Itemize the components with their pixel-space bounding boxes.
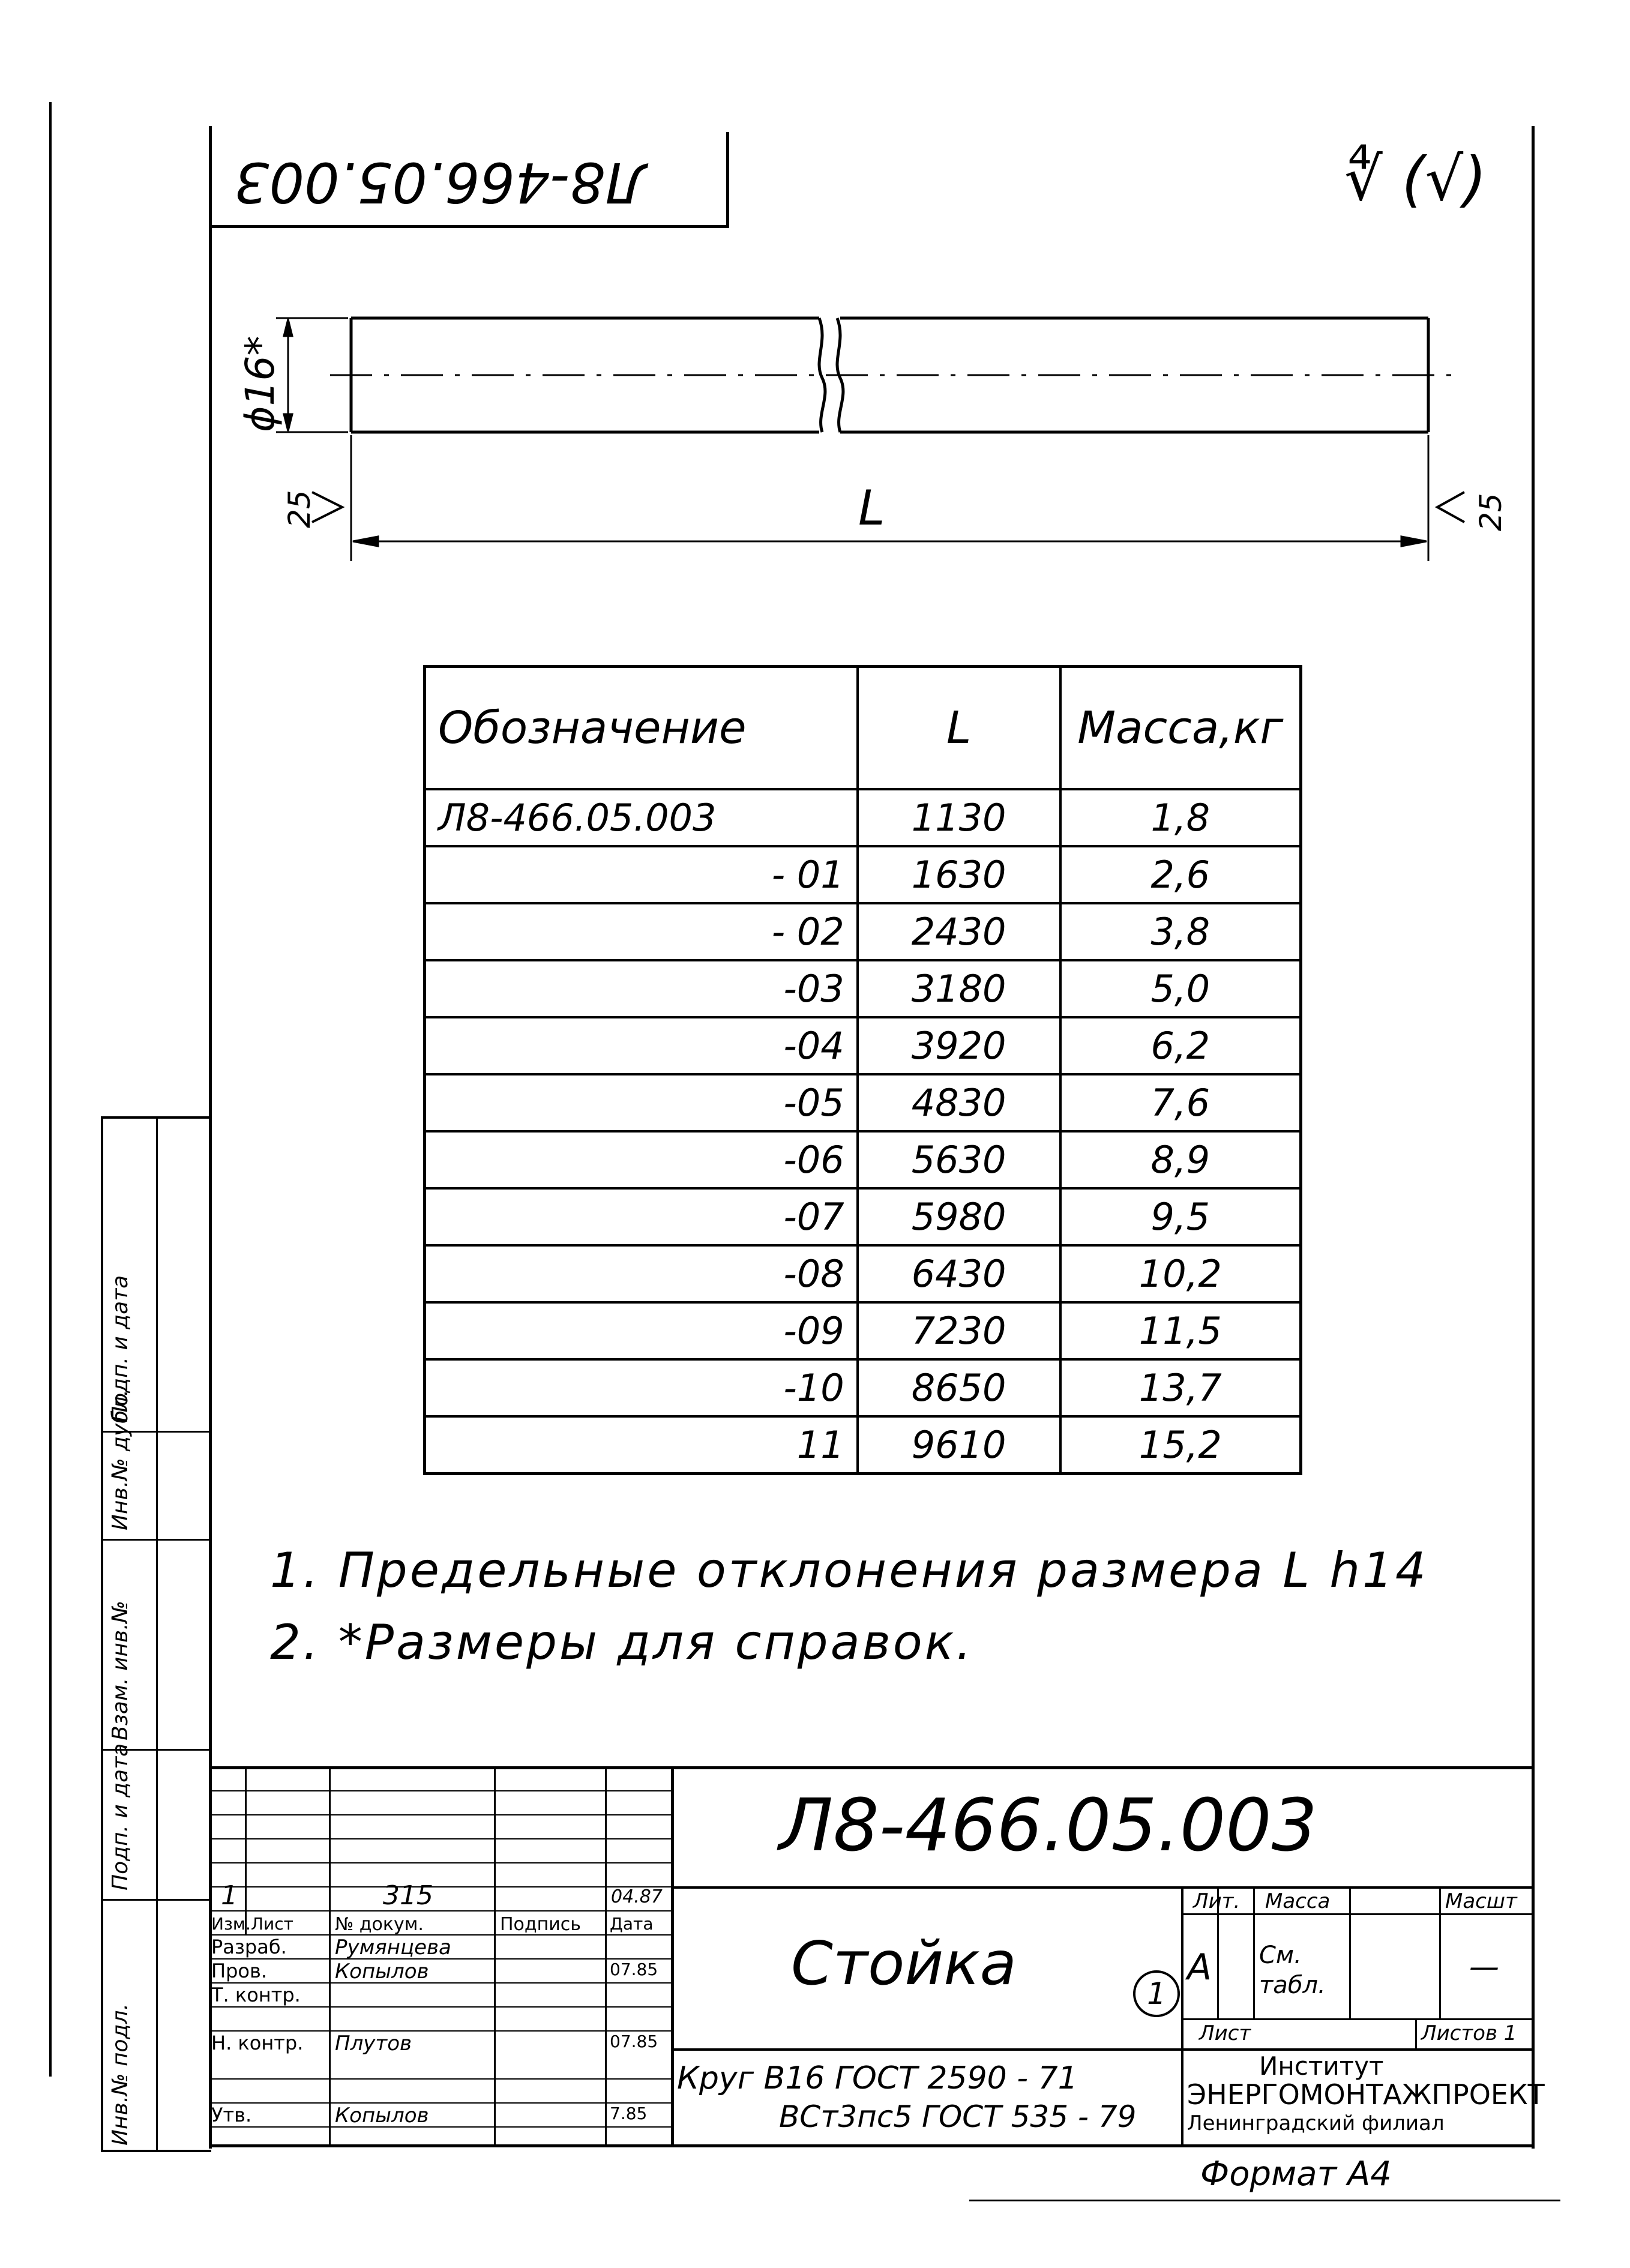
row-length: 5980 [858,1188,1060,1245]
table-header-row [425,667,1301,790]
org-line-3: Ленинградский филиал [1187,2111,1445,2135]
table-row [425,1131,1301,1188]
role-name: Плутов [335,2032,412,2056]
hdr-list: Лист [251,1914,293,1934]
length-label: L [858,480,885,536]
frame-bottom-border [209,2144,1534,2147]
material-line-2: ВСт3пс5 ГОСТ 535 - 79 [779,2099,1137,2134]
role-date: 07.85 [610,1960,658,1979]
role-name: Копылов [335,2104,429,2128]
role-role: Т. контр. [211,1984,301,2006]
row-length: 7230 [858,1302,1060,1359]
row-mass: 5,0 [1060,960,1301,1017]
table-row [425,1302,1301,1359]
row-mass: 11,5 [1060,1302,1301,1359]
org-line-2: ЭНЕРГОМОНТАЖПРОЕКТ [1187,2078,1545,2111]
note-2: 2. *Размеры для справок. [270,1614,974,1670]
role-date: 07.85 [610,2032,658,2051]
row-designation: -03 [425,960,858,1017]
role-name: Копылов [335,1960,429,1984]
side-podp-data-1: Подп. и дата [108,1743,133,1891]
row-length: 4830 [858,1074,1060,1131]
row-designation: -09 [425,1302,858,1359]
row-designation: -06 [425,1131,858,1188]
row-length: 9610 [858,1416,1060,1473]
diameter-label: ϕ16* [237,335,283,432]
side-vzam-inv: Взам. инв.№ [108,1601,133,1740]
role-name: Румянцева [335,1936,451,1960]
row-mass: 3,8 [1060,903,1301,960]
table-row [425,960,1301,1017]
part-name: Стойка [791,1928,1017,1999]
title-block [209,1766,1545,2144]
row-mass: 8,9 [1060,1131,1301,1188]
row-designation: -07 [425,1188,858,1245]
roughness-left-value: 25 [282,490,317,528]
role-role: Пров. [211,1960,267,1982]
corner-code-text: Л8-466.05.003 [234,150,647,214]
material-line-1: Круг В16 ГОСТ 2590 - 71 [677,2060,1078,2096]
row-mass: 9,5 [1060,1188,1301,1245]
table-row [425,789,1301,846]
row-mass: 10,2 [1060,1245,1301,1302]
row-length: 3180 [858,960,1060,1017]
header-mass: Масса,кг [1060,667,1301,790]
row-mass: 13,7 [1060,1359,1301,1416]
doc-number: Л8-466.05.003 [779,1784,1317,1868]
row-designation: Л8-466.05.003 [425,789,858,846]
row-designation: -08 [425,1245,858,1302]
role-role: Утв. [211,2104,252,2126]
table-row [425,1416,1301,1473]
circled-number-badge [1133,1970,1180,2017]
hdr-date: Дата [610,1914,654,1934]
lit-label: Лит. [1193,1889,1241,1913]
hdr-docnum: № докум. [335,1914,424,1935]
scale-value: — [1469,1949,1499,1984]
row-mass: 15,2 [1060,1416,1301,1473]
table-row [425,1074,1301,1131]
row-mass: 2,6 [1060,846,1301,903]
lit-value: А [1187,1946,1212,1988]
row-length: 1630 [858,846,1060,903]
row-designation: - 01 [425,846,858,903]
role-date: 7.85 [610,2104,648,2123]
circled-number: 1 [1147,1976,1166,2011]
scale-label: Масшт [1445,1889,1517,1913]
table-row [425,1188,1301,1245]
table-body [425,789,1301,1473]
row-length: 1130 [858,789,1060,846]
hdr-sign: Подпись [500,1914,581,1935]
row-designation: 11 [425,1416,858,1473]
side-inv-podl: Инв.№ подл. [108,2003,133,2146]
sheets-label: Листов 1 [1421,2021,1517,2045]
org-line-1: Институт [1259,2051,1384,2081]
row-mass: 6,2 [1060,1017,1301,1074]
rev-date: 04.87 [611,1886,663,1907]
format-underline [969,2200,1560,2201]
sheet-label: Лист [1199,2021,1251,2045]
row-length: 3920 [858,1017,1060,1074]
mass-value: См. табл. [1259,1942,1326,1999]
row-length: 6430 [858,1245,1060,1302]
role-role: Разраб. [211,1936,287,1958]
designation-table [423,665,1302,1475]
table-row [425,1245,1301,1302]
table-row [425,903,1301,960]
row-mass: 1,8 [1060,789,1301,846]
left-margin-line [49,102,52,2077]
part-drawing [228,294,1518,582]
table-row [425,846,1301,903]
rev-doc-no: 315 [383,1880,433,1911]
header-length: L [858,667,1060,790]
format-label: Формат А4 [1200,2155,1392,2194]
row-length: 2430 [858,903,1060,960]
header-designation: Обозначение [425,667,858,790]
table-row [425,1017,1301,1074]
row-designation: - 02 [425,903,858,960]
row-designation: -04 [425,1017,858,1074]
note-1: 1. Предельные отклонения размера L h14 [270,1542,1428,1598]
row-length: 5630 [858,1131,1060,1188]
mass-label: Масса [1265,1889,1331,1913]
roughness-symbol: ∜ (√) [1344,144,1487,214]
table-row [425,1359,1301,1416]
hdr-izm: Изм. [211,1914,251,1934]
row-designation: -10 [425,1359,858,1416]
rev-change: 1 [221,1880,238,1911]
roughness-right-value: 25 [1473,493,1508,531]
row-designation: -05 [425,1074,858,1131]
corner-code-box [210,132,729,228]
role-role: Н. контр. [211,2032,304,2054]
side-podp-data-2: Подп. и дата [108,1275,133,1422]
side-inv-dubl: Инв.№ дубл. [108,1389,133,1530]
row-length: 8650 [858,1359,1060,1416]
row-mass: 7,6 [1060,1074,1301,1131]
